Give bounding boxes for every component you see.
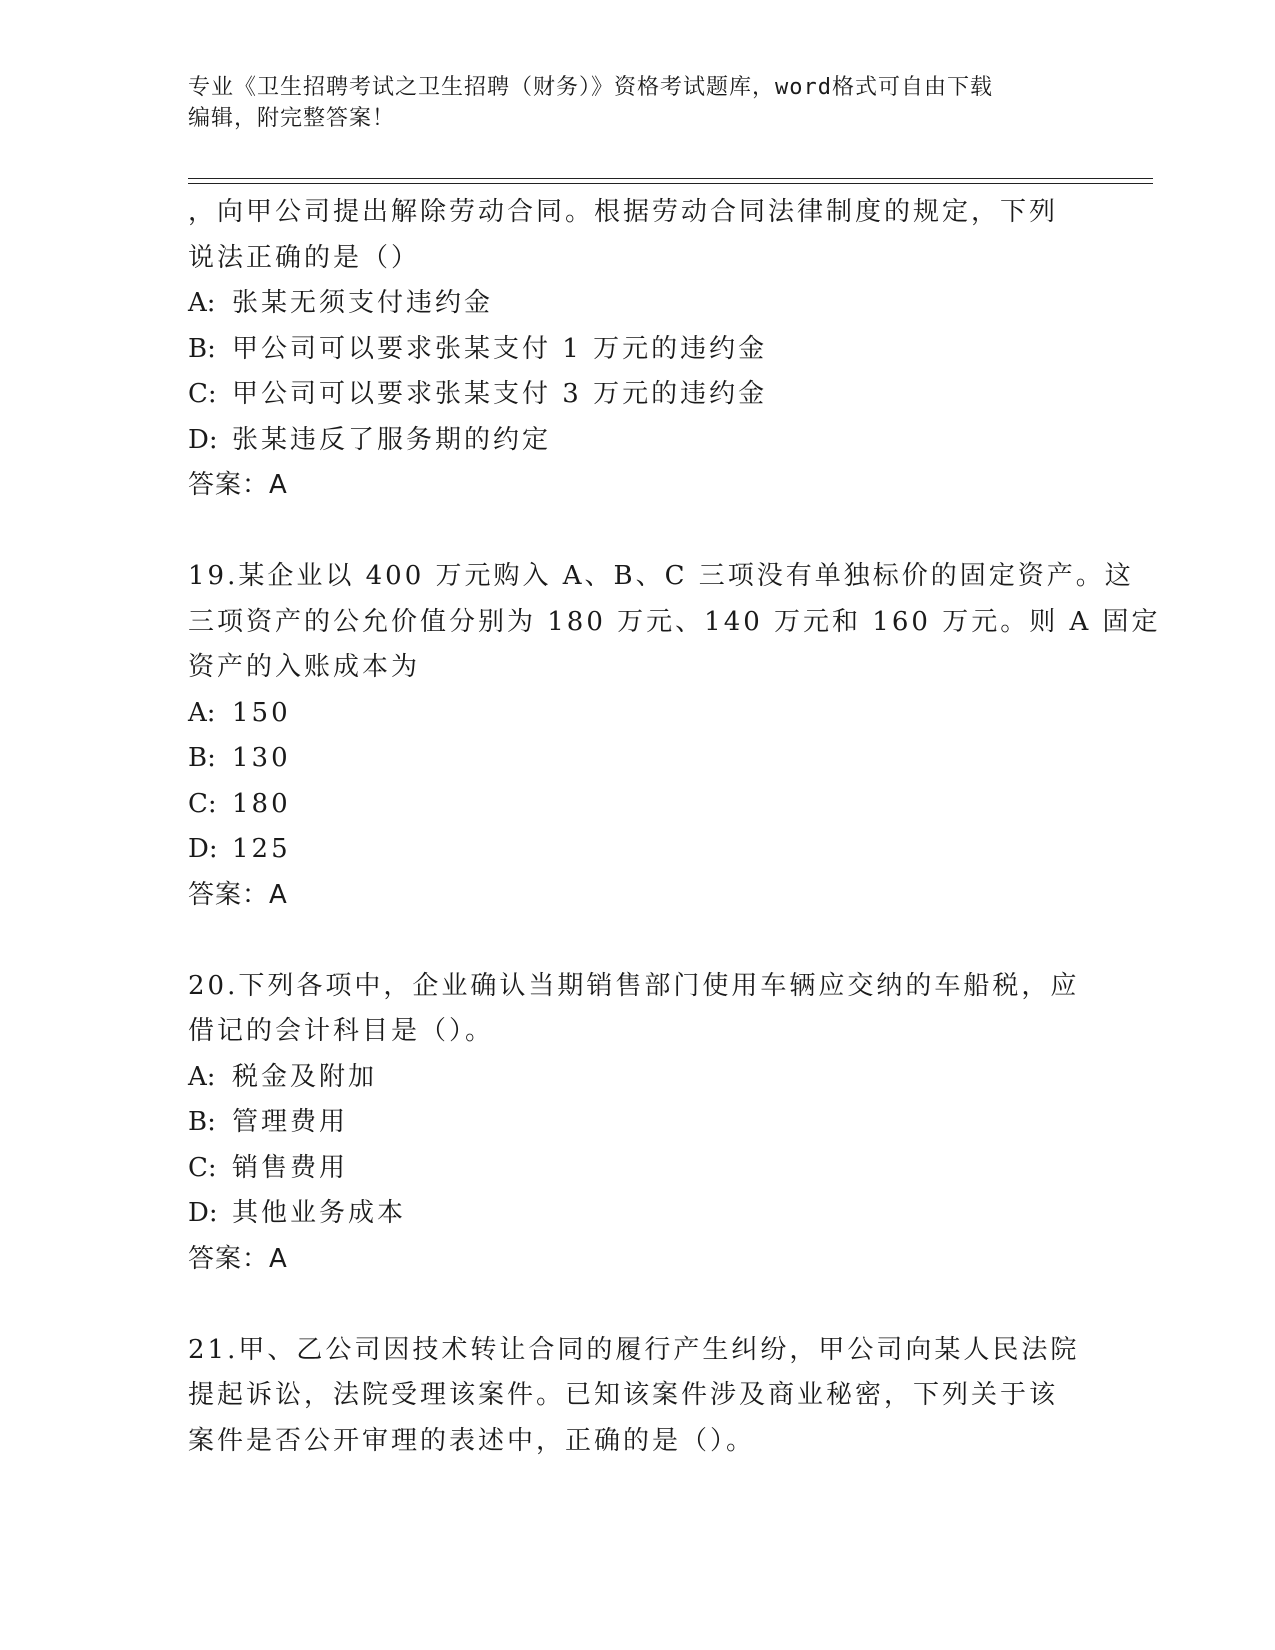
question-stem-line: 借记的会计科目是（）。	[188, 1016, 495, 1046]
option-label: B:	[188, 333, 216, 364]
option-a	[188, 281, 1088, 327]
option-label: A:	[188, 697, 216, 728]
option-label: D:	[188, 424, 218, 455]
question-18	[188, 190, 1088, 509]
question-stem-line: 说法正确的是（）	[188, 242, 421, 273]
question-stem-line: ，向甲公司提出解除劳动合同。根据劳动合同法律制度的规定，下列	[188, 197, 1059, 227]
option-text: 税金及附加	[232, 1061, 378, 1092]
option-label: C:	[188, 788, 217, 819]
question-stem-line: 提起诉讼，法院受理该案件。已知该案件涉及商业秘密，下列关于该	[188, 1380, 1059, 1410]
spacer	[188, 509, 1088, 555]
answer-line: 答案：A	[188, 879, 288, 910]
header-line-2: 编辑，附完整答案！	[188, 106, 396, 131]
option-d	[188, 1191, 1088, 1237]
option-text: 150	[232, 697, 291, 728]
option-text: 125	[232, 834, 291, 864]
option-d	[188, 418, 1088, 464]
option-label: A:	[188, 288, 216, 318]
option-label: B:	[188, 1107, 216, 1137]
question-21	[188, 1328, 1088, 1465]
option-b	[188, 1100, 1088, 1146]
spacer	[188, 918, 1088, 964]
option-label: C:	[188, 379, 217, 409]
option-c	[188, 1146, 1088, 1192]
question-19	[188, 554, 1161, 918]
option-c	[188, 782, 1088, 828]
option-text: 130	[232, 743, 291, 773]
option-text: 张某无须支付违约金	[232, 288, 494, 318]
question-stem-line: 三项资产的公允价值分别为 180 万元、140 万元和 160 万元。则 A 固定	[188, 606, 1161, 637]
question-stem-line: 资产的入账成本为	[188, 652, 421, 682]
option-label: A:	[188, 1061, 216, 1092]
document-header	[188, 72, 1088, 134]
header-rule-bottom	[188, 183, 1153, 184]
option-c	[188, 372, 1088, 418]
option-a	[188, 691, 1088, 737]
header-rule-top	[188, 178, 1153, 179]
question-content	[188, 190, 1161, 1464]
option-b	[188, 736, 1088, 782]
question-stem-line: 21.甲、乙公司因技术转让合同的履行产生纠纷，甲公司向某人民法院	[188, 1334, 1080, 1365]
option-text: 甲公司可以要求张某支付 1 万元的违约金	[232, 333, 768, 364]
option-label: D:	[188, 834, 218, 864]
option-label: B:	[188, 743, 216, 773]
header-line-1: 专业《卫生招聘考试之卫生招聘（财务）》资格考试题库，word格式可自由下载	[188, 75, 993, 100]
question-stem-line: 20.下列各项中，企业确认当期销售部门使用车辆应交纳的车船税，应	[188, 970, 1080, 1001]
question-20	[188, 964, 1088, 1283]
option-b	[188, 327, 1088, 373]
question-stem-line: 19.某企业以 400 万元购入 A、B、C 三项没有单独标价的固定资产。这	[188, 561, 1134, 591]
option-text: 销售费用	[232, 1152, 349, 1183]
option-text: 张某违反了服务期的约定	[232, 424, 552, 455]
option-a	[188, 1055, 1088, 1101]
option-text: 180	[232, 788, 291, 819]
answer-line: 答案：A	[188, 470, 288, 500]
option-d	[188, 827, 1088, 873]
option-text: 其他业务成本	[232, 1198, 407, 1228]
option-label: C:	[188, 1152, 217, 1183]
option-label: D:	[188, 1198, 218, 1228]
spacer	[188, 1282, 1088, 1328]
answer-line: 答案：A	[188, 1243, 288, 1274]
option-text: 管理费用	[232, 1107, 349, 1137]
question-stem-line: 案件是否公开审理的表述中，正确的是（）。	[188, 1425, 756, 1456]
option-text: 甲公司可以要求张某支付 3 万元的违约金	[232, 379, 768, 409]
